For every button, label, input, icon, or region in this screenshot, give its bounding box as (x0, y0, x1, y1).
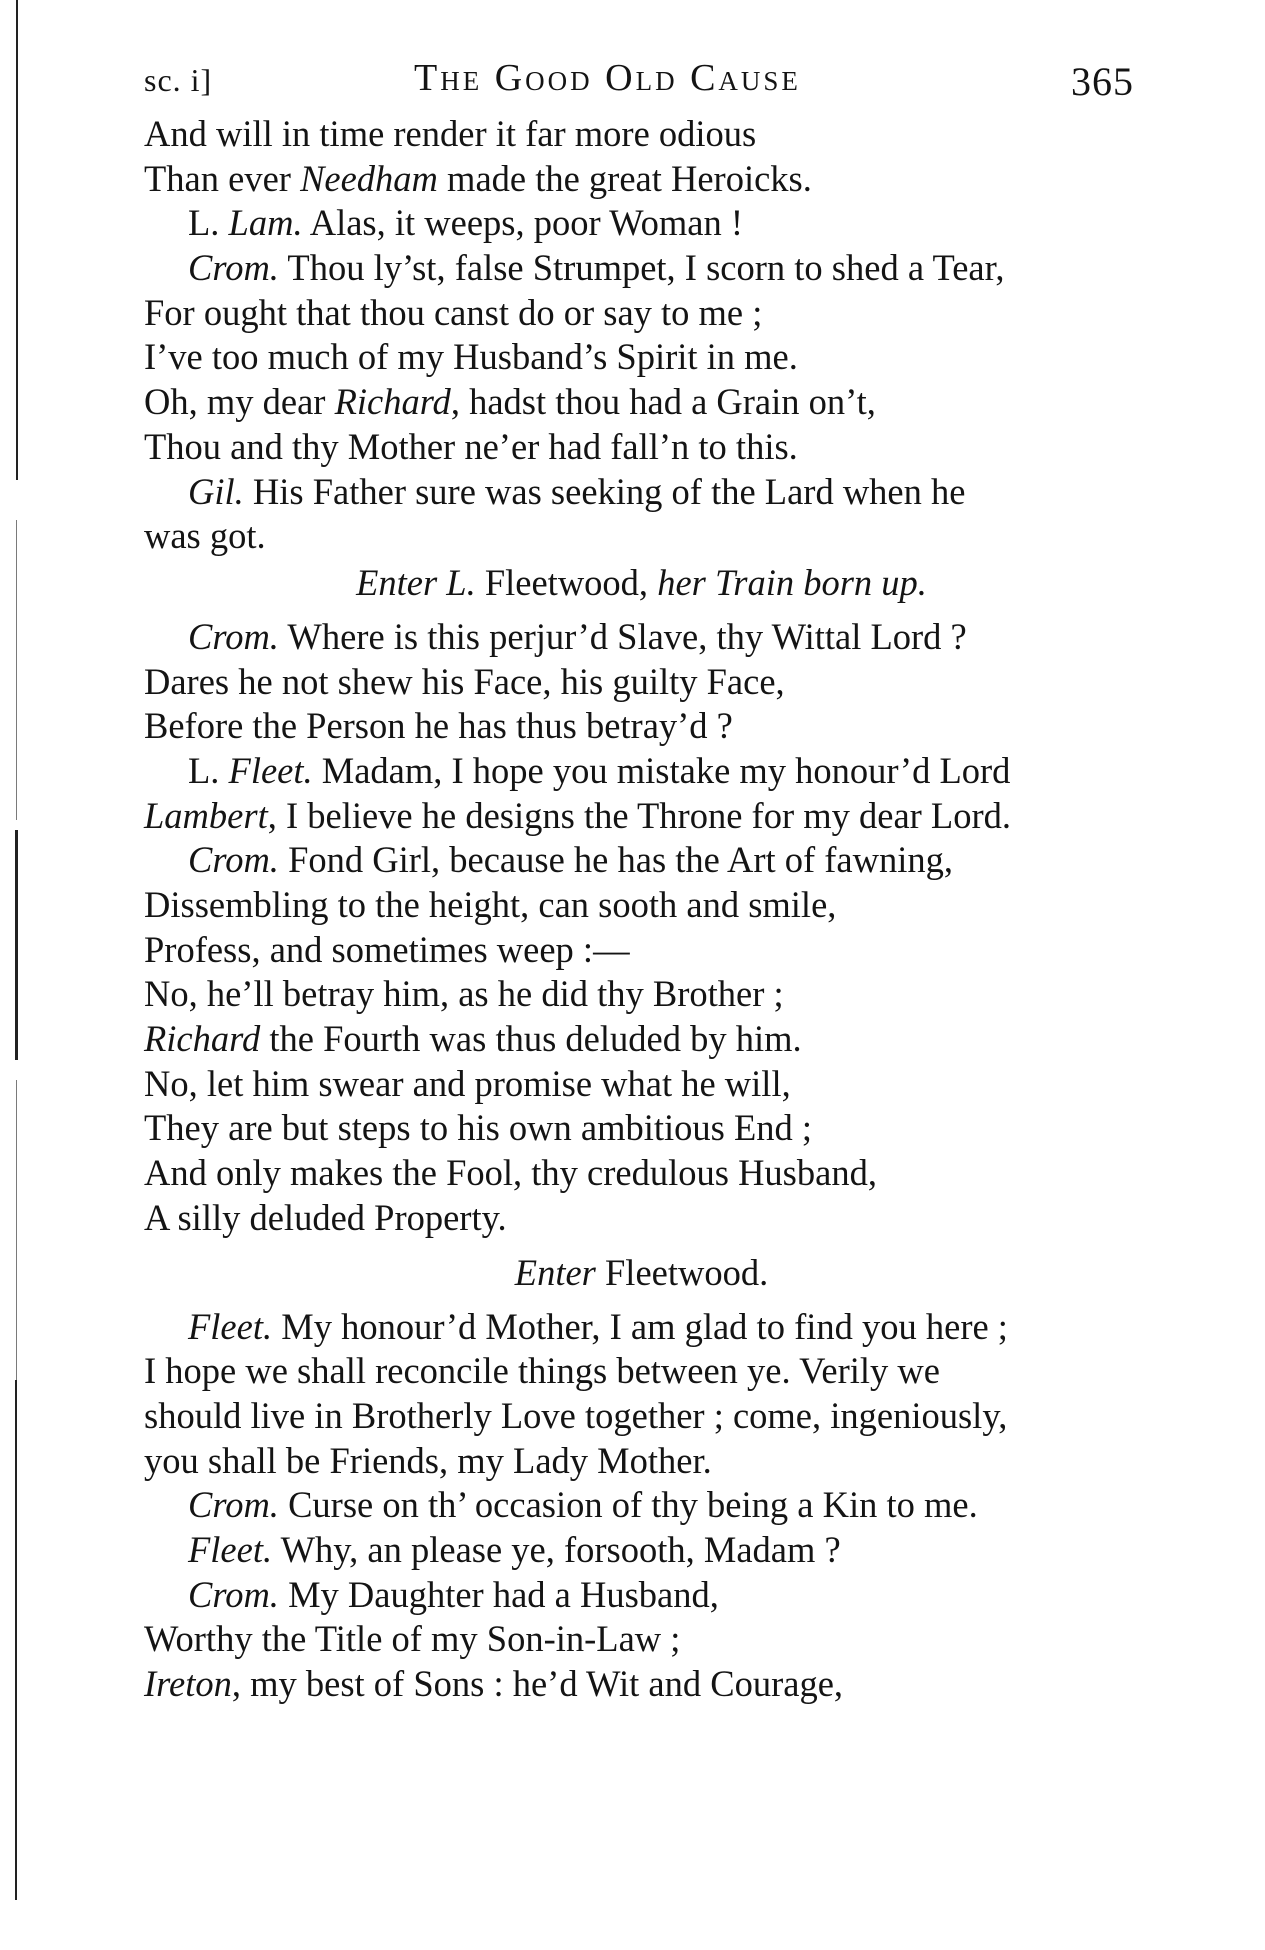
speech-line (144, 615, 1139, 660)
text-line (144, 1439, 1139, 1484)
text-run: Curse on th’ occasion of thy being a Kin to me. (278, 1484, 978, 1526)
text-line (144, 1617, 1139, 1662)
speech-line (144, 470, 1139, 515)
text-run: the Fourth was thus deluded by him. (260, 1018, 802, 1060)
italic-run: Ireton (144, 1663, 232, 1704)
text-line (144, 1349, 1139, 1394)
text-run: No, he’ll betray him, as he did thy Brother ; (144, 973, 784, 1015)
italic-run: her Train born up. (657, 561, 927, 603)
text-run: A silly deluded Property. (144, 1196, 507, 1238)
italic-run: Crom. (188, 1573, 279, 1615)
text-run: was got. (144, 515, 266, 557)
italic-run: Richard (144, 1018, 261, 1060)
text-run: Before the Person he has thus betray’d ? (144, 705, 733, 747)
text-line (144, 794, 1139, 839)
binding-edge (10, 0, 24, 1950)
speech-line (144, 246, 1139, 291)
text-line (144, 704, 1139, 749)
text-run: Dissembling to the height, can sooth and smile, (144, 884, 837, 925)
text-line (144, 1017, 1139, 1062)
text-line (144, 1151, 1139, 1196)
page-number: 365 (1071, 59, 1134, 104)
text-run: L. (188, 749, 229, 791)
text-run: And will in time render it far more odious (144, 113, 757, 154)
text-run: Fleetwood. (595, 1251, 769, 1293)
speech-line (144, 201, 1139, 246)
text-run: No, let him swear and promise what he will, (144, 1062, 791, 1104)
page-body (144, 112, 1139, 1707)
text-run: Madam, I hope you mistake my honour’d Lord (312, 749, 1011, 791)
speech-line (144, 838, 1139, 883)
italic-run: Crom. (188, 615, 279, 657)
text-run: Where is this perjur’d Slave, thy Wittal Lord ? (278, 615, 967, 657)
text-run: made the great Heroicks. (437, 157, 812, 199)
text-line (144, 425, 1139, 470)
text-run: Thou ly’st, false Strumpet, I scorn to shed a Tear, (278, 247, 1005, 289)
text-run: Why, an please ye, forsooth, Madam ? (272, 1528, 841, 1570)
text-run: Oh, my dear (144, 381, 335, 423)
text-run: , hadst thou had a Grain on’t, (450, 381, 876, 423)
speech-line (144, 749, 1139, 794)
text-line (144, 660, 1139, 705)
italic-run: Enter L. (356, 561, 476, 603)
running-title: The Good Old Cause (414, 57, 801, 99)
italic-run: Fleet. (188, 1528, 273, 1570)
text-line (144, 380, 1139, 425)
text-line (144, 1394, 1139, 1439)
text-line (144, 972, 1139, 1017)
italic-run: Crom. (188, 839, 279, 881)
text-run: And only makes the Fool, thy credulous Husband, (144, 1152, 877, 1194)
text-line (144, 883, 1139, 928)
speech-line (144, 1528, 1139, 1573)
text-line (144, 928, 1139, 973)
italic-run: Lam. (228, 202, 303, 244)
text-line (144, 1662, 1139, 1707)
stage-direction (144, 551, 1139, 615)
text-run: Fond Girl, because he has the Art of fawning, (278, 839, 954, 881)
text-run: My Daughter had a Husband, (278, 1573, 719, 1615)
running-header (144, 54, 1134, 110)
text-run: I’ve too much of my Husband’s Spirit in me. (144, 336, 798, 378)
text-line (144, 1106, 1139, 1151)
italic-run: Needham (300, 157, 438, 199)
speech-line (144, 1483, 1139, 1528)
scene-marker: sc. i] (144, 62, 213, 98)
text-line (144, 1196, 1139, 1241)
italic-run: Fleet. (228, 749, 313, 791)
text-run: should live in Brotherly Love together ; come, ingeniously, (144, 1394, 1008, 1436)
italic-run: Gil. (188, 470, 244, 512)
text-run: Worthy the Title of my Son-in-Law ; (144, 1618, 681, 1660)
speech-line (144, 1305, 1139, 1350)
italic-run: Enter (514, 1251, 596, 1293)
text-line (144, 335, 1139, 380)
speech-line (144, 1573, 1139, 1618)
text-run: you shall be Friends, my Lady Mother. (144, 1439, 712, 1481)
text-run: , I believe he designs the Throne for my dear Lord. (267, 794, 1011, 836)
italic-run: Richard (334, 381, 451, 423)
stage-direction (144, 1241, 1139, 1305)
italic-run: Lambert (144, 794, 268, 836)
italic-run: Crom. (188, 1484, 279, 1526)
text-run: Fleetwood, (475, 561, 658, 603)
text-run: For ought that thou canst do or say to me ; (144, 291, 763, 333)
italic-run: Fleet. (188, 1305, 273, 1347)
text-line (144, 157, 1139, 202)
text-run: His Father sure was seeking of the Lard when he (243, 470, 966, 512)
text-run: Alas, it weeps, poor Woman ! (302, 202, 743, 244)
text-run: I hope we shall reconcile things between ye. Verily we (144, 1350, 940, 1392)
text-run: They are but steps to his own ambitious End ; (144, 1107, 813, 1149)
text-run: My honour’d Mother, I am glad to find you here ; (272, 1305, 1008, 1347)
text-line (144, 112, 1139, 157)
text-run: Profess, and sometimes weep :— (144, 928, 630, 970)
text-run: Thou and thy Mother ne’er had fall’n to this. (144, 425, 798, 467)
text-run: , my best of Sons : he’d Wit and Courage, (231, 1663, 844, 1704)
text-run: L. (188, 202, 229, 244)
text-run: Than ever (144, 157, 301, 199)
text-line (144, 291, 1139, 336)
text-line (144, 1062, 1139, 1107)
italic-run: Crom. (188, 247, 279, 289)
text-run: Dares he not shew his Face, his guilty Face, (144, 660, 785, 702)
